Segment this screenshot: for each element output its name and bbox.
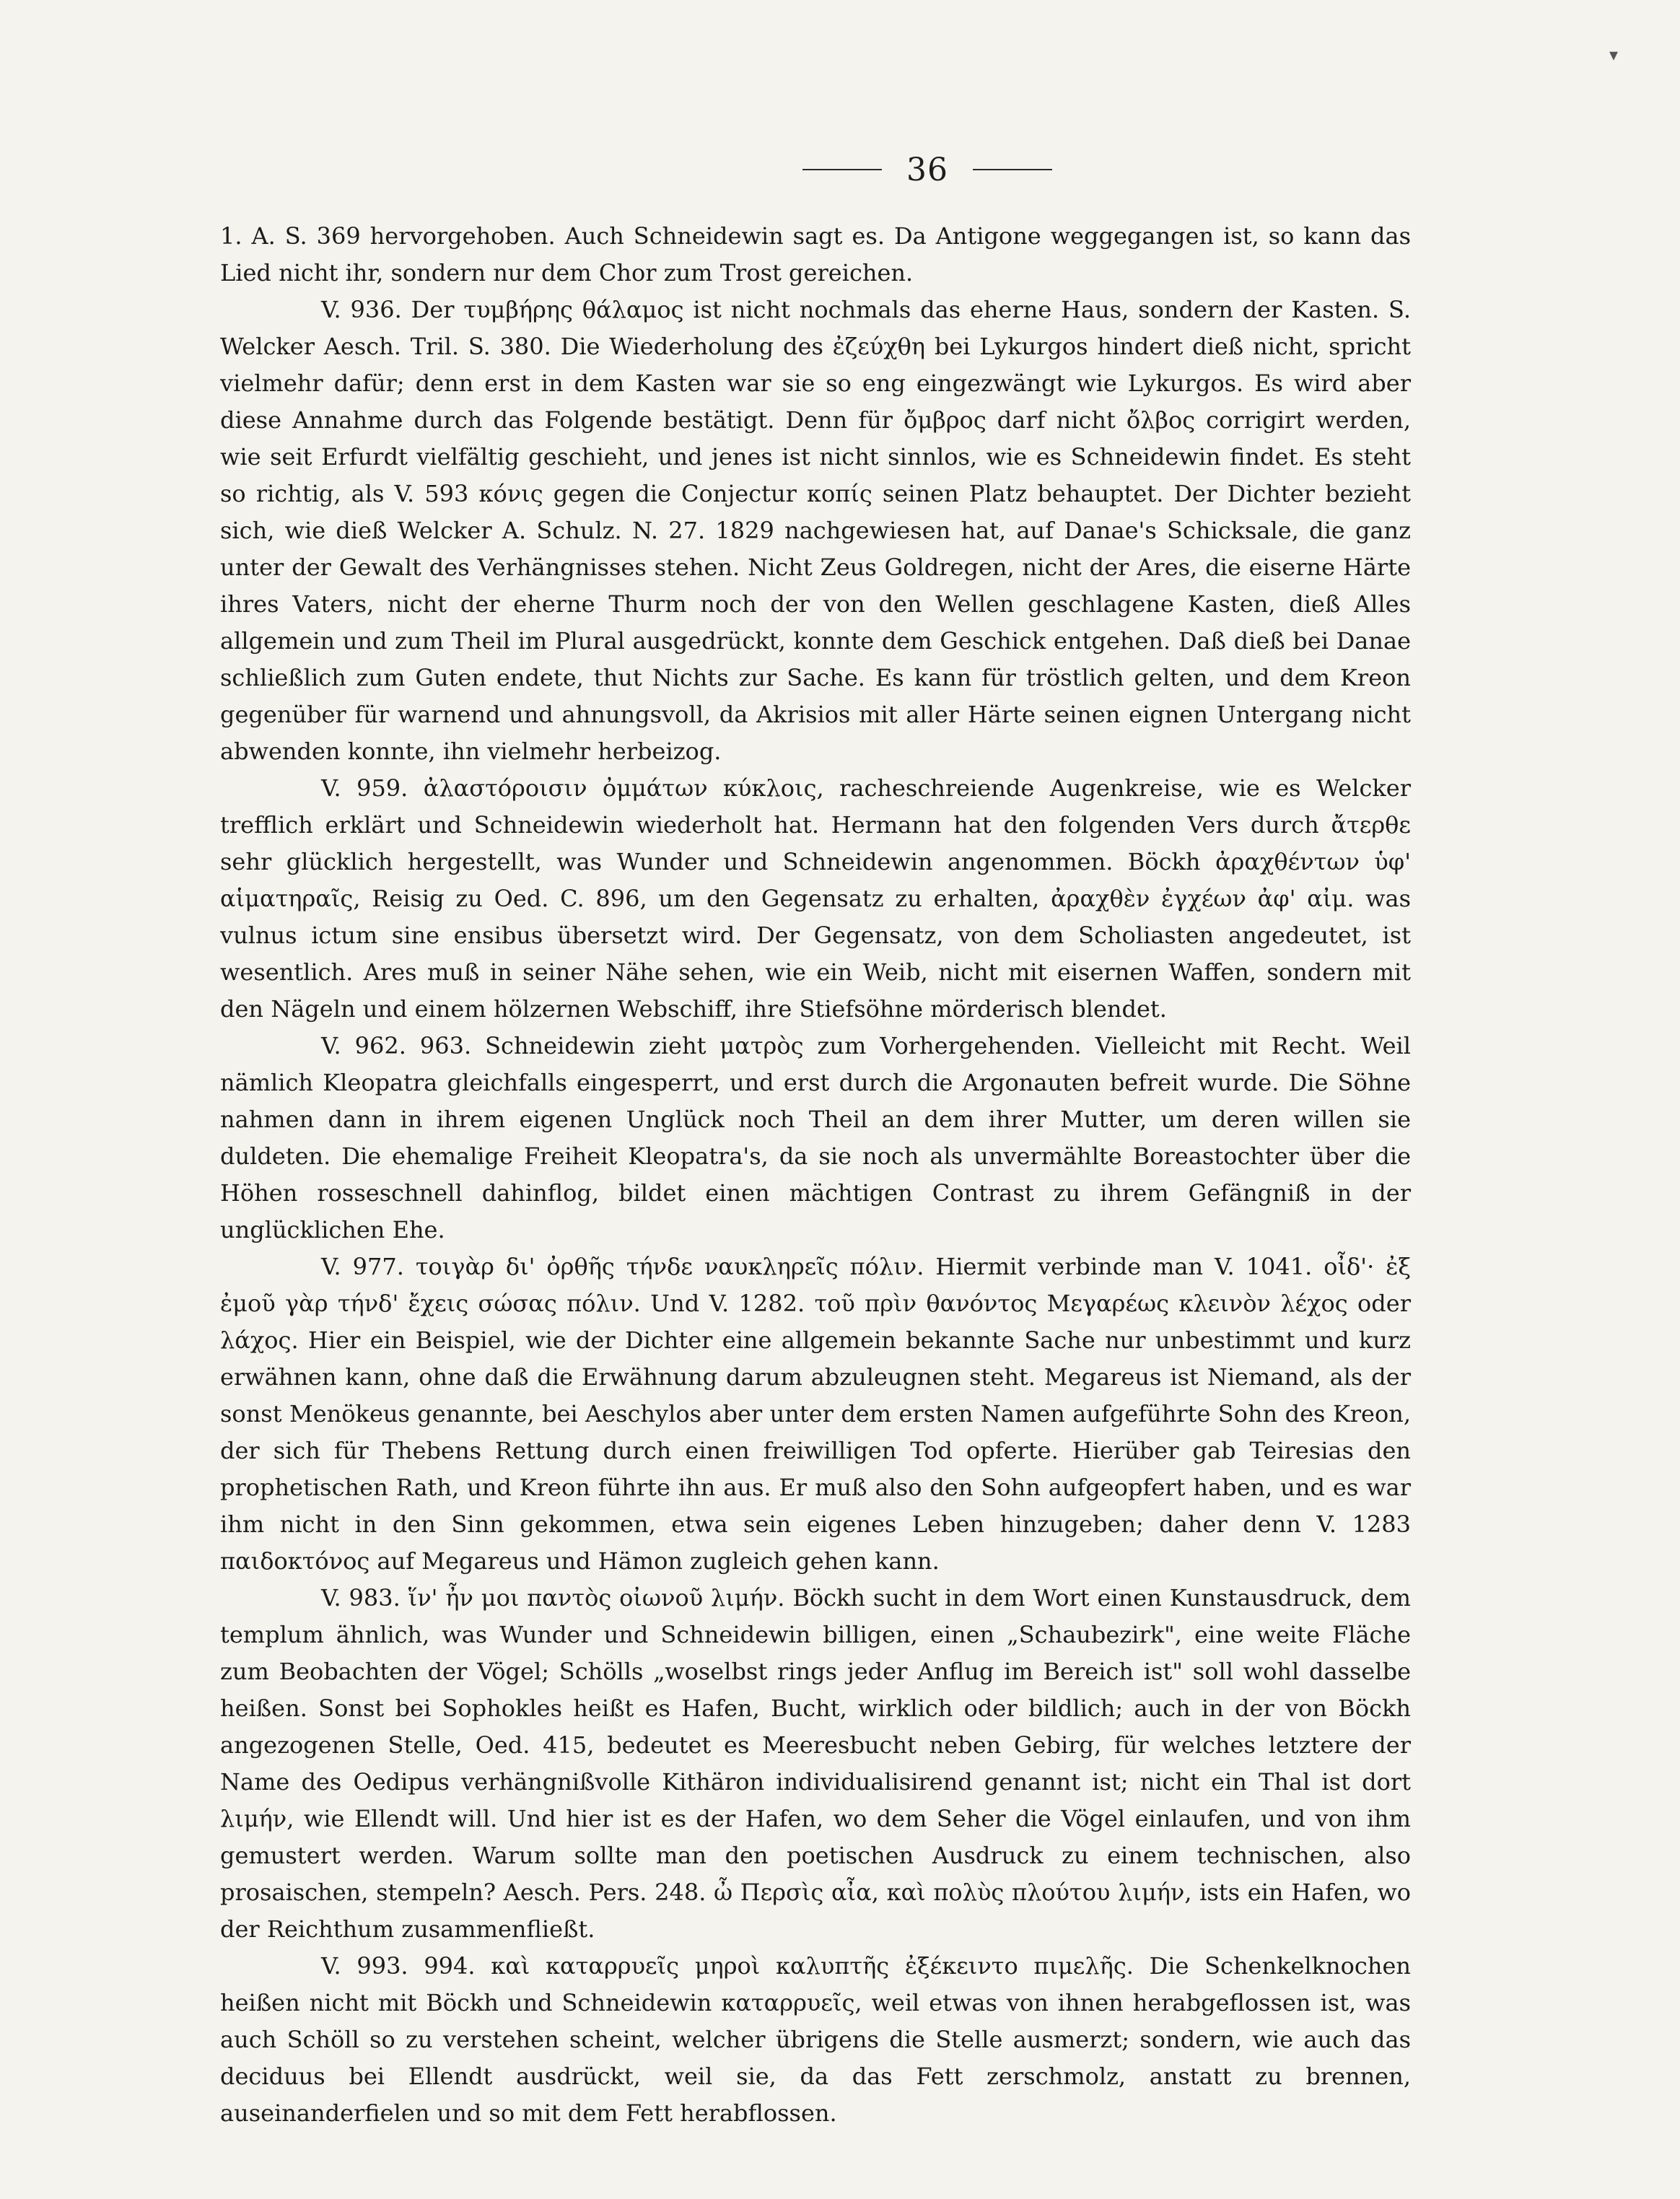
page-number: 36 (906, 151, 948, 188)
paragraph: 1. A. S. 369 hervorgehoben. Auch Schneidewin sagt es. Da Antigone weggegangen ist, so kann das Lied nicht ihr, sondern nur dem Chor zum Trost gereichen. (220, 222, 1411, 287)
main-text (220, 218, 1411, 2132)
header-rule-left (802, 169, 882, 170)
paragraph: V. 983. ἵν' ἦν μοι παντὸς οἰωνοῦ λιμήν. Böckh sucht in dem Wort einen Kunstausdruck, dem templum ähnlich, was Wunder und Schneidewin billigen, einen „Schaubezirk", eine weite Fläche zum Beobachten der Vögel; Schölls „woselbst rings jeder Anflug im Bereich ist" soll wohl dasselbe heißen. Sonst bei Sophokles heißt es Hafen, Bucht, wirklich oder bildlich; auch in der von Böckh angezogenen Stelle, Oed. 415, bedeutet es Meeresbucht neben Gebirg, für welches letztere der Name des Oedipus verhängnißvolle Kithäron individualisirend genannt ist; nicht ein Thal ist dort λιμήν, wie Ellendt will. Und hier ist es der Hafen, wo dem Seher die Vögel einlaufen, und von ihm gemustert werden. Warum sollte man den poetischen Ausdruck zu einem technischen, also prosaischen, stempeln? Aesch. Pers. 248. ὦ Περσὶς αἶα, καὶ πολὺς πλούτου λιμήν, ists ein Hafen, wo der Reichthum zusammenfließt. (220, 1584, 1411, 1943)
paragraph: V. 977. τοιγὰρ δι' ὀρθῆς τήνδε ναυκληρεῖς πόλιν. Hiermit verbinde man V. 1041. οἶδ'· ἐξ ἐμοῦ γὰρ τήνδ' ἔχεις σώσας πόλιν. Und V. 1282. τοῦ πρὶν θανόντος Μεγαρέως κλεινὸν λέχος oder λάχος. Hier ein Beispiel, wie der Dichter eine allgemein bekannte Sache nur unbestimmt und kurz erwähnen kann, ohne daß die Erwähnung darum abzuleugnen steht. Megareus ist Niemand, als der sonst Menökeus genannte, bei Aeschylos aber unter dem ersten Namen aufgeführte Sohn des Kreon, der sich für Thebens Rettung durch einen freiwilligen Tod opferte. Hierüber gab Teiresias den prophetischen Rath, und Kreon führte ihn aus. Er muß also den Sohn aufgeopfert haben, und es war ihm nicht in den Sinn gekommen, etwa sein eigenes Leben hinzugeben; daher denn V. 1283 παιδοκτόνος auf Megareus und Hämon zugleich gehen kann. (220, 1253, 1411, 1575)
page-header (783, 148, 1072, 191)
paragraph: V. 936. Der τυμβήρης θάλαμος ist nicht nochmals das eherne Haus, sondern der Kasten. S. Welcker Aesch. Tril. S. 380. Die Wiederholung des ἐζεύχθη bei Lykurgos hindert dieß nicht, spricht vielmehr dafür; denn erst in dem Kasten war sie so eng eingezwängt wie Lykurgos. Es wird aber diese Annahme durch das Folgende bestätigt. Denn für ὄμβρος darf nicht ὄλβος corrigirt werden, wie seit Erfurdt vielfältig geschieht, und jenes ist nicht sinnlos, wie es Schneidewin findet. Es steht so richtig, als V. 593 κόνις gegen die Conjectur κοπίς seinen Platz behauptet. Der Dichter bezieht sich, wie dieß Welcker A. Schulz. N. 27. 1829 nachgewiesen hat, auf Danae's Schicksale, die ganz unter der Gewalt des Verhängnisses stehen. Nicht Zeus Goldregen, nicht der Ares, die eiserne Härte ihres Vaters, nicht der eherne Thurm noch der von den Wellen geschlagene Kasten, dieß Alles allgemein und zum Theil im Plural ausgedrückt, konnte dem Geschick entgehen. Daß dieß bei Danae schließlich zum Guten endete, thut Nichts zur Sache. Es kann für tröstlich gelten, und dem Kreon gegenüber für warnend und ahnungsvoll, da Akrisios mit aller Härte seinen eignen Untergang nicht abwenden konnte, ihn vielmehr herbeizog. (220, 296, 1411, 765)
paragraph: V. 993. 994. καὶ καταρρυεῖς μηροὶ καλυπτῆς ἐξέκειντο πιμελῆς. Die Schenkelknochen heißen nicht mit Böckh und Schneidewin καταρρυεῖς, weil etwas von ihnen herabgeflossen ist, was auch Schöll so zu verstehen scheint, welcher übrigens die Stelle ausmerzt; sondern, wie auch das deciduus bei Ellendt ausdrückt, weil sie, da das Fett zerschmolz, anstatt zu brennen, auseinanderfielen und so mit dem Fett herabflossen. (220, 1952, 1411, 2127)
paragraph: V. 959. ἀλαστόροισιν ὀμμάτων κύκλοις, racheschreiende Augenkreise, wie es Welcker trefflich erklärt und Schneidewin wiederholt hat. Hermann hat den folgenden Vers durch ἄτερθε sehr glücklich hergestellt, was Wunder und Schneidewin angenommen. Böckh ἀραχθέντων ὑφ' αἱματηραῖς, Reisig zu Oed. C. 896, um den Gegensatz zu erhalten, ἀραχθὲν ἐγχέων ἀφ' αἰμ. was vulnus ictum sine ensibus übersetzt wird. Der Gegensatz, von dem Scholiasten angedeutet, ist wesentlich. Ares muß in seiner Nähe sehen, wie ein Weib, nicht mit eisernen Waffen, sondern mit den Nägeln und einem hölzernen Webschiff, ihre Stiefsöhne mörderisch blendet. (220, 774, 1411, 1023)
header-rule-right (973, 169, 1052, 170)
corner-mark: ▾ (1609, 45, 1619, 65)
paragraph: V. 962. 963. Schneidewin zieht ματρὸς zum Vorhergehenden. Vielleicht mit Recht. Weil nämlich Kleopatra gleichfalls eingesperrt, und erst durch die Argonauten befreit wurde. Die Söhne nahmen dann in ihrem eigenen Unglück noch Theil an dem ihrer Mutter, um deren willen sie duldeten. Die ehemalige Freiheit Kleopatra's, da sie noch als unvermählte Boreastochter über die Höhen rosseschnell dahinflog, bildet einen mächtigen Contrast zu ihrem Gefängniß in der unglücklichen Ehe. (220, 1032, 1411, 1243)
